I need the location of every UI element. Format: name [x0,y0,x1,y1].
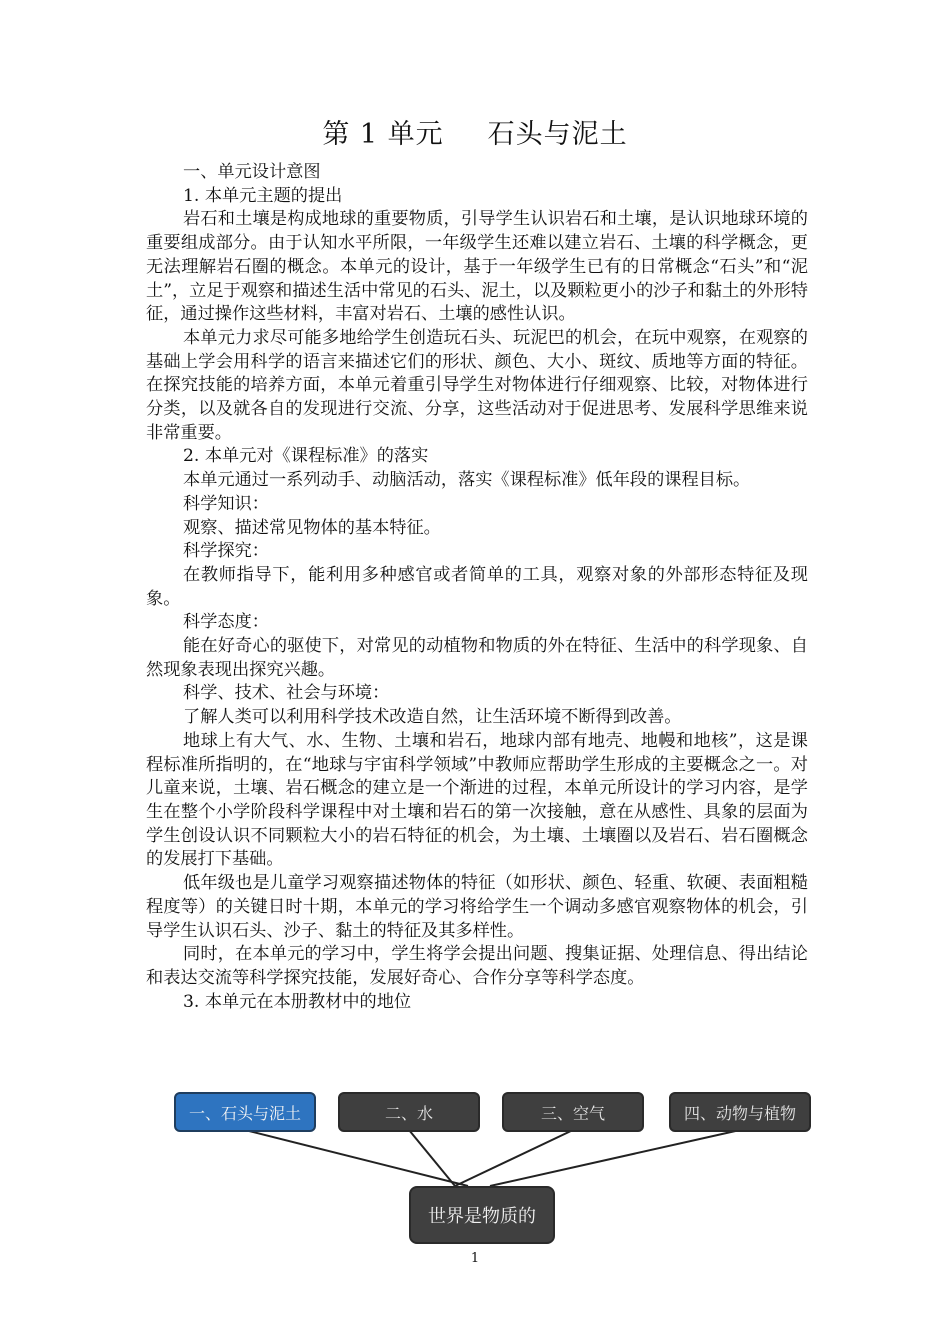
page-number: 1 [470,1251,480,1266]
label-stse: 科学、技术、社会与环境： [183,683,390,704]
label-science-attitude: 科学态度： [183,612,269,633]
section-heading-1: 一、单元设计意图 [183,162,321,182]
unit-box-water [338,1092,480,1132]
unit-box-label: 四、动物与植物 [683,1103,796,1123]
unit-box-air [502,1092,644,1132]
paragraph: 在教师指导下，能利用多种感官或者简单的工具，观察对象的外部形态特征及现象。 [146,564,808,609]
connector-line [455,1130,573,1186]
unit-position-diagram [0,1088,950,1258]
unit-number: 第 1 单元 [322,119,444,150]
paragraph: 观察、描述常见物体的基本特征。 [183,517,441,538]
subheading-1: 1. 本单元主题的提出 [183,185,343,206]
unit-box-rocks-soil [174,1092,316,1132]
document-body [146,161,808,1014]
page-title [0,112,950,151]
paragraph: 本单元通过一系列动手、动脑活动，落实《课程标准》低年段的课程目标。 [183,470,751,491]
unit-box-label: 三、空气 [540,1103,605,1123]
label-science-knowledge: 科学知识： [183,493,269,514]
paragraph: 地球上有大气、水、生物、土壤和岩石，地球内部有地壳、地幔和地核”，这是课程标准所指明的，在“地球与宇宙科学领域”中教师应帮助学生形成的主要概念之一。对儿童来说，土壤、岩石概念的建立是一个渐进的过程，本单元所设计的学习内容，是学生在整个小学阶段科学课程中对土壤和岩石的第一次接触，意在从感性、具象的层面为学生创设认识不同颗粒大小的岩石特征的机会，为土壤、土壤圈以及岩石、岩石圈概念的发展打下基础。 [146,730,808,870]
connector-line [245,1130,468,1186]
connector-line [490,1130,740,1186]
paragraph: 岩石和土壤是构成地球的重要物质，引导学生认识岩石和土壤，是认识地球环境的重要组成部分。由于认知水平所限，一年级学生还难以建立岩石、土壤的科学概念，更无法理解岩石圈的概念。本单元的设计，基于一年级学生已有的日常概念“石头”和“泥土”，立足于观察和描述生活中常见的石头、泥土，以及颗粒更小的沙子和黏土的外形特征，通过操作这些材料，丰富对岩石、土壤的感性认识。 [146,209,808,325]
unit-box-animals-plants [669,1092,811,1132]
center-box [409,1186,555,1244]
unit-name: 石头与泥土 [487,119,628,150]
unit-box-label: 二、水 [384,1103,433,1123]
paragraph: 本单元力求尽可能多地给学生创造玩石头、玩泥巴的机会，在玩中观察，在观察的基础上学会用科学的语言来描述它们的形状、颜色、大小、斑纹、质地等方面的特征。在探究技能的培养方面，本单元着重引导学生对物体进行仔细观察、比较，对物体进行分类，以及就各自的发现进行交流、分享，这些活动对于促进思考、发展科学思维来说非常重要。 [146,327,808,443]
paragraph: 能在好奇心的驱使下，对常见的动植物和物质的外在特征、生活中的科学现象、自然现象表现出探究兴趣。 [146,636,808,680]
paragraph: 低年级也是儿童学习观察描述物体的特征（如形状、颜色、轻重、软硬、表面粗糙程度等）的关键日时十期，本单元的学习将给学生一个调动多感官观察物体的机会，引导学生认识石头、沙子、黏土的特征及其多样性。 [146,873,808,941]
label-science-inquiry: 科学探究： [183,541,269,562]
subheading-3: 3. 本单元在本册教材中的地位 [183,991,412,1012]
center-box-label: 世界是物质的 [428,1206,536,1227]
subheading-2: 2. 本单元对《课程标准》的落实 [183,446,429,467]
unit-box-label: 一、石头与泥土 [188,1103,301,1123]
paragraph: 同时，在本单元的学习中，学生将学会提出问题、搜集证据、处理信息、得出结论和表达交流等科学探究技能，发展好奇心、合作分享等科学态度。 [146,944,808,988]
paragraph: 了解人类可以利用科学技术改造自然，让生活环境不断得到改善。 [183,707,682,728]
